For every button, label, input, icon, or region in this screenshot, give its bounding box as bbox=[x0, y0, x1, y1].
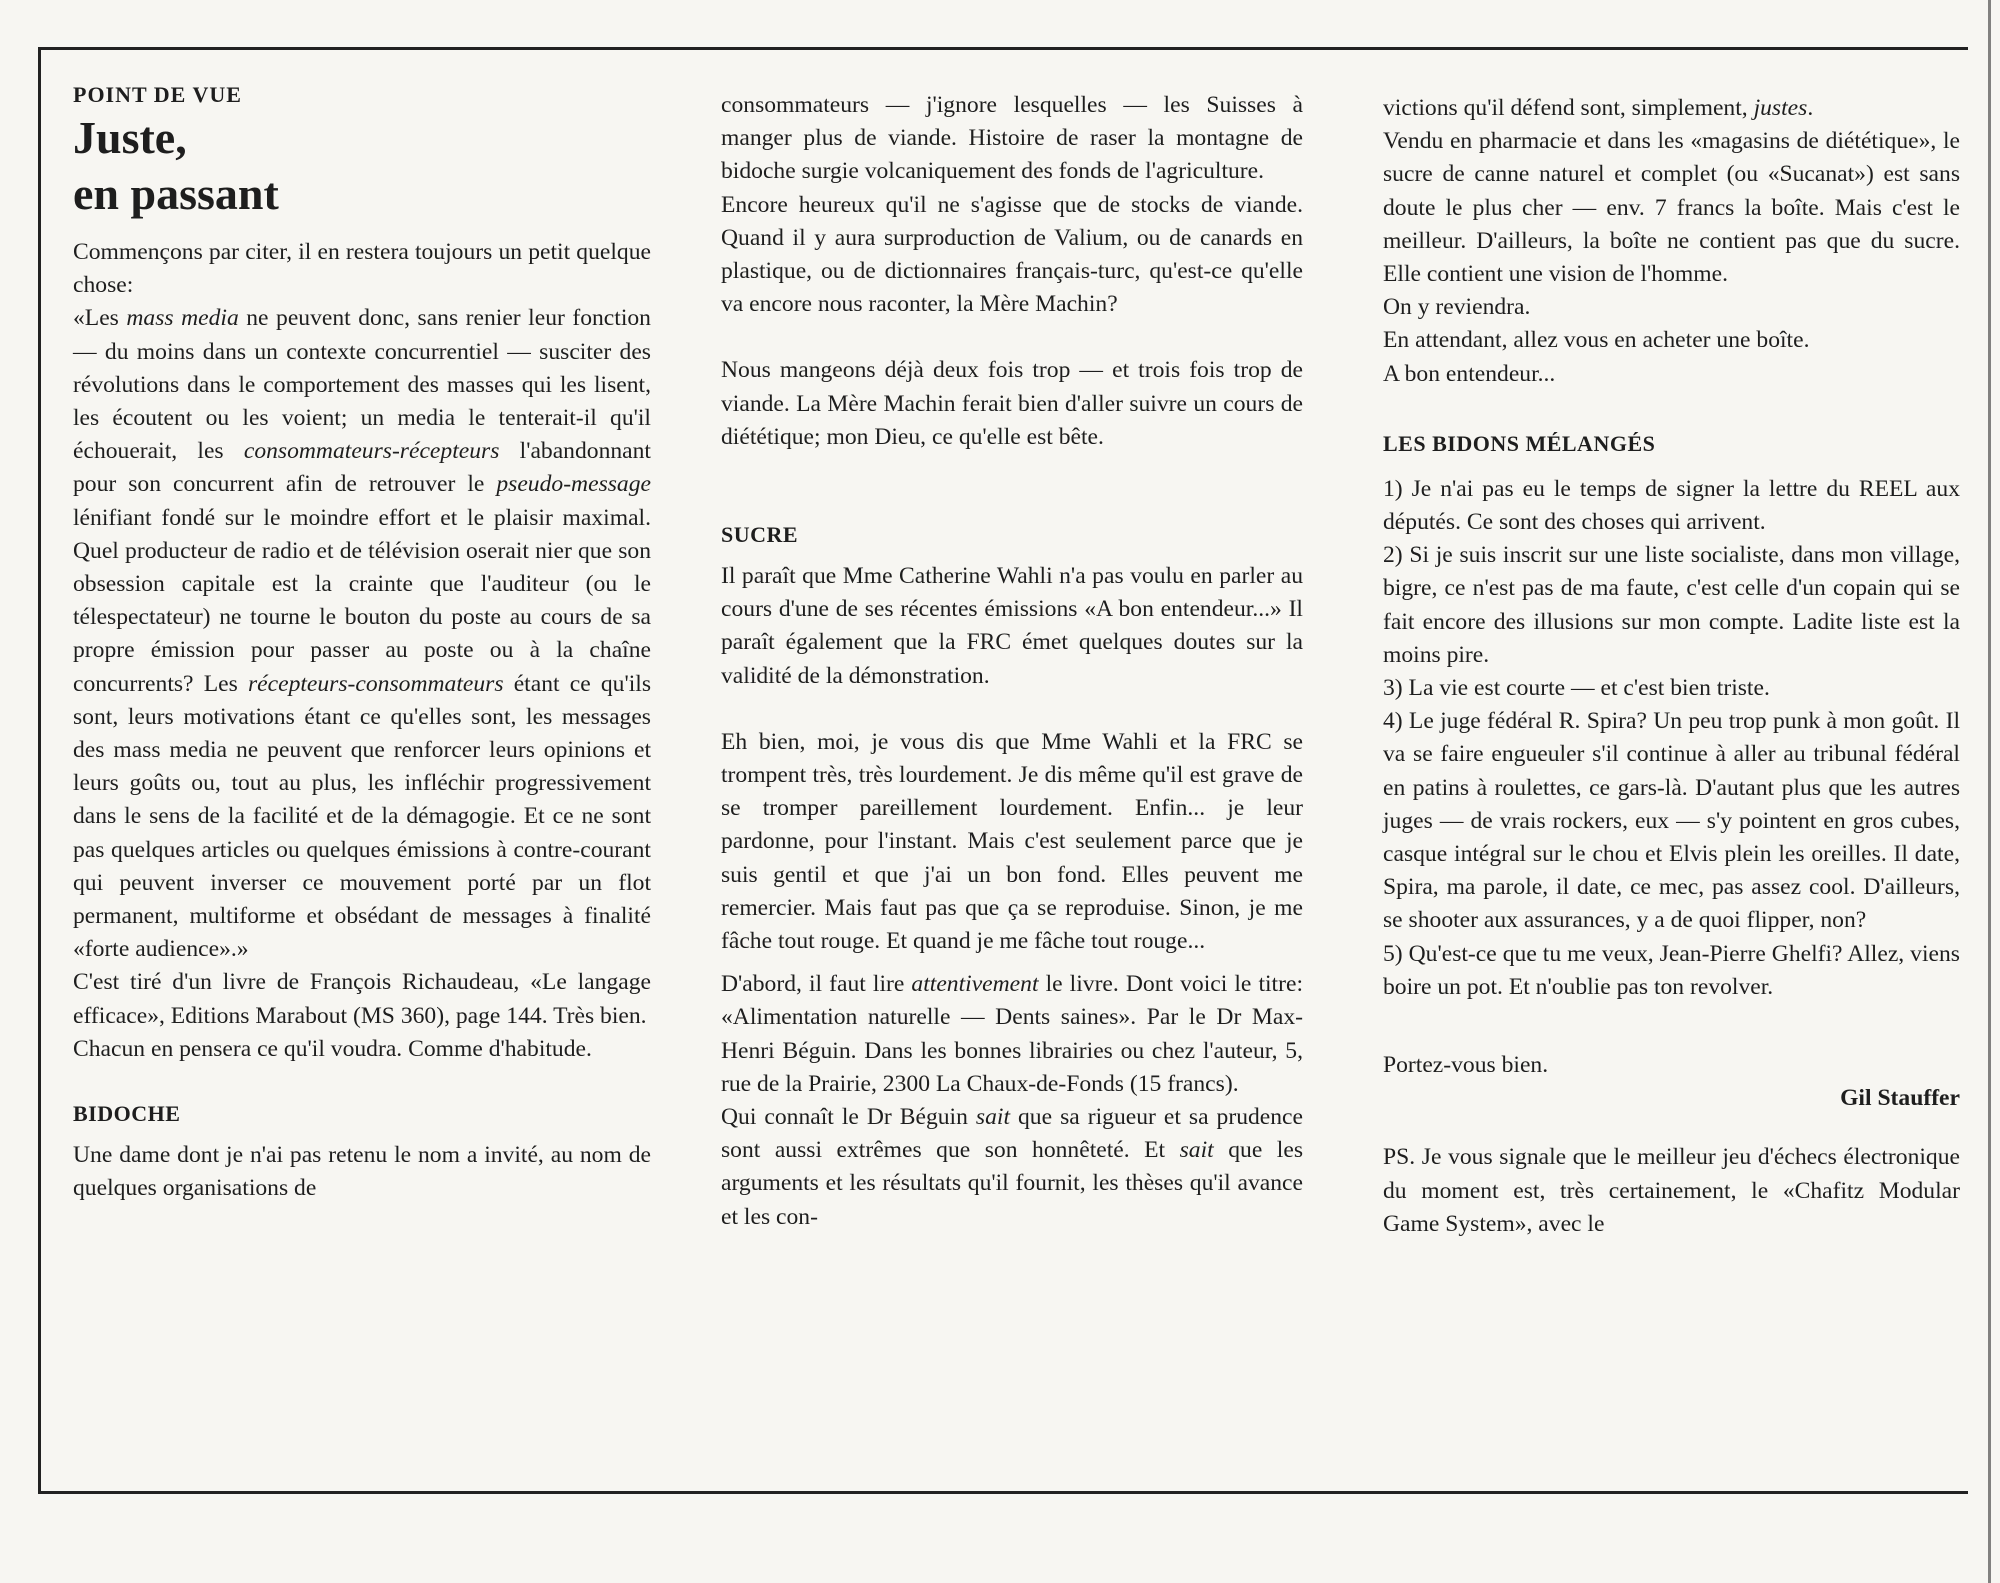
postscript: PS. Je vous signale que le meilleur jeu d'échecs électronique du moment est, très certainement, le «Chafitz Modular Game System», avec le bbox=[1383, 1144, 1960, 1237]
paragraph: Vendu en pharmacie et dans les «magasins de diététique», le sucre de canne naturel et complet (ou «Sucanat») est sans doute le plus cher — env. 7 francs la boîte. Mais c'est le meilleur. D'ailleurs, la boîte ne contient pas que du sucre. Elle contient une vision de l'homme. bbox=[1383, 128, 1960, 288]
closing-line: Portez-vous bien. bbox=[1383, 1052, 1549, 1079]
list-item: 4) Le juge fédéral R. Spira? Un peu trop punk à mon goût. Il va se faire engueuler s'il continue à aller au tribunal fédéral en patins à roulettes, ce gars-là. D'autant plus que les autres juges — de vrais rockers, eux — s'y pointent en gros cubes, casque intégral sur le chou et Elvis plein les oreilles. Il date, Spira, ma parole, il date, ce mec, pas assez cool. D'ailleurs, se shooter aux assurances, y a de quoi flipper, non? bbox=[1383, 708, 1960, 934]
paragraph: Il paraît que Mme Catherine Wahli n'a pas voulu en parler au cours d'une de ses récentes émissions «A bon entendeur...» Il paraît également que la FRC émet quelques doutes sur la validité de la démonstration. bbox=[721, 563, 1303, 689]
paragraph: Commençons par citer, il en restera toujours un petit quelque chose: bbox=[73, 239, 651, 299]
title-line-2: en passant bbox=[73, 168, 279, 219]
paragraph: C'est tiré d'un livre de François Richaudeau, «Le langage efficace», Editions Marabout (MS 360), page 144. Très bien. bbox=[73, 969, 651, 1029]
paragraph: Une dame dont je n'ai pas retenu le nom a invité, au nom de quelques organisations de bbox=[73, 1142, 651, 1202]
list-item: 1) Je n'ai pas eu le temps de signer la lettre du REEL aux députés. Ce sont des choses qui arrivent. bbox=[1383, 475, 1960, 536]
paragraph: consommateurs — j'ignore lesquelles — les Suisses à manger plus de viande. Histoire de raser la montagne de bidoche surgie volcaniquement des fonds de l'agriculture. bbox=[721, 92, 1303, 185]
paragraph: Eh bien, moi, je vous dis que Mme Wahli et la FRC se trompent très, très lourdement. Je dis même qu'il est grave de se tromper pareillement lourdement. Enfin... je leur pardonne, pour l'instant. Mais c'est seulement parce que je suis gentil et que j'ai un bon fond. Elles peuvent me remercier. Mais faut pas que ça se reproduise. Sinon, je me fâche tout rouge. Et quand je me fâche tout rouge... bbox=[721, 728, 1303, 955]
paragraph: Chacun en pensera ce qu'il voudra. Comme d'habitude. bbox=[73, 1035, 592, 1062]
paragraph: Qui connaît le Dr Béguin sait que sa rigueur et sa prudence sont aussi extrêmes que son honnêteté. Et sait que les arguments et les résultats qu'il fournit, les thèses qu'il avance et les con- bbox=[721, 1104, 1304, 1230]
section-heading-bidons: LES BIDONS MÉLANGÉS bbox=[1383, 430, 1656, 456]
section-heading-bidoche: BIDOCHE bbox=[73, 1101, 181, 1127]
paragraph: A bon entendeur... bbox=[1383, 360, 1556, 387]
paragraph: D'abord, il faut lire attentivement le livre. Dont voici le titre: «Alimentation naturelle — Dents saines». Par le Dr Max-Henri Béguin. Dans les bonnes librairies ou chez l'auteur, 5, rue de la Prairie, 2300 La Chaux-de-Fonds (15 francs). bbox=[721, 971, 1303, 1097]
author-signature: Gil Stauffer bbox=[1840, 1085, 1960, 1112]
paragraph: Nous mangeons déjà deux fois trop — et trois fois trop de viande. La Mère Machin ferait bien d'aller suivre un cours de diététique; mon Dieu, ce qu'elle est bête. bbox=[721, 357, 1303, 450]
column-3 bbox=[1383, 92, 1960, 1241]
list-item: 2) Si je suis inscrit sur une liste socialiste, dans mon village, bigre, ce n'est pas de ma faute, c'est celle d'un copain qui se fait encore des illusions sur mon compte. Ladite liste est la moins pire. bbox=[1383, 542, 1960, 668]
article-title bbox=[73, 110, 651, 222]
kicker: POINT DE VUE bbox=[73, 82, 242, 107]
paragraph: On y reviendra. bbox=[1383, 294, 1531, 321]
quote-paragraph: «Les mass media ne peuvent donc, sans renier leur fonction — du moins dans un contexte concurrentiel — susciter des révolutions dans le comportement des masses qui les lisent, les écoutent ou les voient; un media le tenterait-il qu'il échouerait, les consommateurs-récepteurs l'abandonnant pour son concurrent afin de retrouver le pseudo-message lénifiant fondé sur le moindre effort et le plaisir maximal. Quel producteur de radio et de télévision oserait nier que son obsession capitale est la crainte que l'auditeur (ou le télespectateur) ne tourne le bouton du poste au cours de sa propre émission pour passer au poste ou à la chaîne concurrents? Les récepteurs-consommateurs étant ce qu'ils sont, leurs motivations étant ce qu'elles sont, les messages des mass media ne peuvent que renforcer leurs opinions et leurs goûts ou, tout au plus, les infléchir progressivement dans le sens de la facilité et de la démagogie. Et ce ne sont pas quelques articles ou quelques émissions à contre-courant qui peuvent inverser ce mouvement porté par un flot permanent, multiforme et obsédant de messages à finalité «forte audience».» bbox=[73, 305, 651, 963]
paragraph: Encore heureux qu'il ne s'agisse que de stocks de viande. Quand il y aura surproduction de Valium, ou de canards en plastique, ou de dictionnaires français-turc, qu'est-ce qu'elle va encore nous raconter, la Mère Machin? bbox=[721, 191, 1303, 318]
section-heading-sucre: SUCRE bbox=[721, 522, 799, 548]
title-line-1: Juste, bbox=[73, 112, 187, 163]
page-edge bbox=[1988, 0, 1991, 1583]
column-1 bbox=[73, 80, 651, 1205]
list-item: 3) La vie est courte — et c'est bien triste. bbox=[1383, 675, 1770, 702]
paragraph: En attendant, allez vous en acheter une boîte. bbox=[1383, 327, 1810, 354]
list-item: 5) Qu'est-ce que tu me veux, Jean-Pierre Ghelfi? Allez, viens boire un pot. Et n'oublie pas ton revolver. bbox=[1383, 940, 1960, 1000]
paragraph: victions qu'il défend sont, simplement, justes. bbox=[1383, 95, 1814, 121]
column-2 bbox=[721, 89, 1303, 1234]
